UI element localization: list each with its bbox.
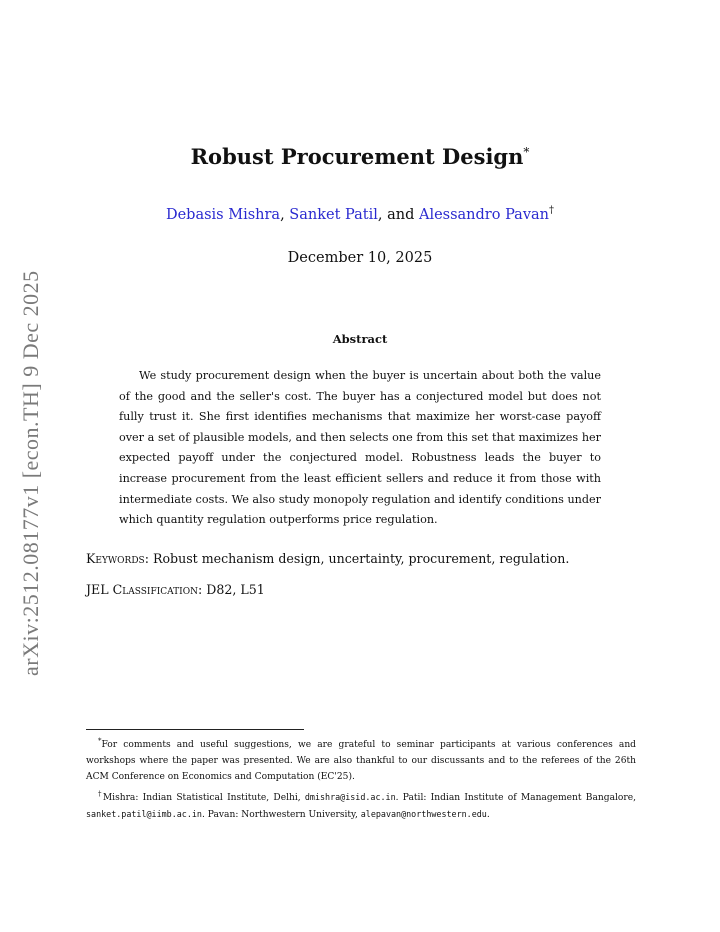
abstract-heading: Abstract [332, 332, 388, 346]
arxiv-identifier-stamp: arXiv:2512.08177v1 [econ.TH] 9 Dec 2025 [18, 270, 43, 676]
keywords-label: Keywords: [86, 551, 149, 566]
keywords-line [86, 551, 646, 566]
author-link-patil[interactable]: Sanket Patil [289, 206, 378, 223]
author-separator: , and [377, 206, 419, 223]
author-link-pavan[interactable]: Alessandro Pavan [418, 206, 550, 223]
title-footnote-mark: * [523, 145, 530, 159]
footnote-text: . Pavan: Northwestern University, [201, 809, 361, 820]
footnote-text: . [486, 809, 490, 820]
footnote-text: For comments and useful suggestions, we are grateful to seminar participants at various conferences and workshops where the paper was presented. We are also thankful to our discussants and to the referees of the 26th ACM Conference on Economics and Computation (EC'25). [86, 740, 636, 783]
keywords-text: Robust mechanism design, uncertainty, procurement, regulation. [152, 551, 570, 566]
title-text: Robust Procurement Design [190, 144, 524, 169]
footnote-affiliations [86, 786, 636, 823]
email-mishra[interactable]: dmishra@isid.ac.in [304, 791, 396, 802]
author-list [0, 205, 720, 223]
footnote-text: . Patil: Indian Institute of Management Bangalore, [395, 792, 636, 803]
jel-label: JEL Classification: [86, 582, 203, 597]
footnotes [86, 733, 636, 823]
paper-title [0, 144, 720, 169]
abstract-body: We study procurement design when the buyer is uncertain about both the value of the good and the seller's cost. The buyer has a conjectured model but does not fully trust it. She first identifies mechanisms that maximize her worst-case payoff over a set of plausible models, and then selects one from this set that maximizes her expected payoff under the conjectured model. Robustness leads the buyer to increase procurement from the least efficient sellers and reduce it from those with intermediate costs. We also study monopoly regulation and identify conditions under which quantity regulation outperforms price regulation. [119, 369, 602, 527]
author-footnote-mark: † [549, 205, 555, 216]
email-patil[interactable]: sanket.patil@iimb.ac.in [86, 808, 202, 819]
email-pavan[interactable]: alepavan@northwestern.edu [360, 808, 487, 819]
footnote-divider [86, 729, 304, 730]
author-separator: , [280, 206, 290, 223]
author-link-mishra[interactable]: Debasis Mishra [165, 206, 281, 223]
footnote-acknowledgments [86, 733, 636, 786]
footnote-text: Mishra: Indian Statistical Institute, Delhi, [102, 792, 305, 803]
footnote-mark: * [98, 737, 102, 745]
footnote-mark: † [98, 789, 103, 798]
jel-classification-line [86, 582, 646, 597]
jel-codes: D82, L51 [206, 582, 265, 597]
paper-date: December 10, 2025 [287, 250, 433, 266]
